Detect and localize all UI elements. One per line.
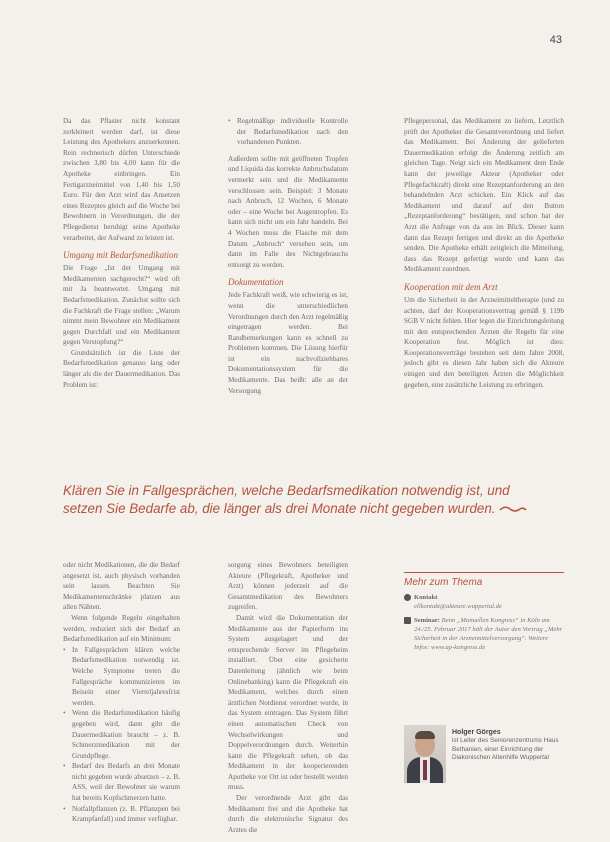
bullet-list — [63, 645, 180, 825]
list-item: • Notfallpflanzen (z. B. Pflanzpen bei Krampfanfall) und immer verfügbar. — [63, 804, 180, 825]
paragraph: Damit wird die Dokumentation der Medikamente aus der Papierform ins System ausgelagert und der entsprechende Server im Pflegeheim installiert. Über eine gesicherte Datenleitung (ähnlich wie beim Onlinebanking) kann die Pflegekraft ein Medikament, welches durch einen ärztlichen Notdienst verordnet wurde, in das System eintragen. Das System führt einen automatischen Check von Wechselwirkungen und Doppelverordnungen durch. Weiterhin kann die Pflegekraft sehen, ob das Medikament in der kooperierenden Apotheke vor Ort ist oder bestellt werden muss. — [228, 613, 348, 792]
paragraph: Außerdem sollte mit geöffneten Tropfen und Liquida das korrekte Anbruchsdatum vermerkt sein und die Medikamente verschlossen sein. Beispiel: 3 Monate nach Anbruch, 12 Wochen, 6 Monate oder – eine Woche bei Augentropfen. Es kann sich nicht um ein Jahr handeln. Bei 4 Wochen muss die Flasche mit dem Datum „Anbruch“ versehen sein, um dann im Falle des Nichtgebrauchs entsorgt zu werden. — [228, 154, 348, 269]
list-item: • In Fallgesprächen klären welche Bedarfsmedikation notwendig ist. Welche Symptome treten die Fallgespräche kommunizieren im Beisein einer Vierteljahresfrist werden. — [63, 645, 180, 709]
column-2-bottom — [228, 560, 348, 835]
related-label: Kontakt — [414, 594, 438, 601]
paragraph: Der verordnende Arzt gibt das Medikament frei und die Apotheke hat durch die elektronische Signatur des Arztes die — [228, 794, 348, 834]
column-1-top — [63, 116, 180, 390]
seminar-text: Beim „Manuellen Kongress“ in Köln am 24./25. Februar 2017 hält der Autor den Vortrag „Mehr Sicherheit in der Arzneimittelversorgung“. Weitere Infos: www.ap-kongress.de — [414, 617, 563, 651]
column-2-top — [228, 116, 348, 396]
swirl-icon — [499, 505, 527, 513]
pull-quote — [63, 482, 548, 518]
related-box-title: Mehr zum Thema — [404, 572, 564, 588]
calendar-icon — [404, 617, 411, 624]
paragraph: Da das Pflaster nicht konstant zerkleinert werden darf, ist diese Leistung des Apothekers anzuerkennen. Rein rechnerisch dürfen Unterschiede zwischen 3,80 bis 4,00 kann für die Apotheke einbringen. Ein Fertigarzneimittel von 1,40 bis 1,50 Euro. Für den Arzt wird das Ansetzen eines Rezeptes gleich auf die Woche bei Bewohnern in Verordnungen, die der Pflegedienst beruhigt seine Apotheke verarbeitet, der Aufwand zu leisten ist. — [63, 117, 180, 242]
paragraph: Jede Fachkraft weiß, wie schwierig es ist, wenn die unterschiedlichen Verordnungen durch den Arzt regelmäßig eingetragen werden. Bei Randbemerkungen kann es schnell zu Problemen kommen. Die Lösung hierfür ist ein nachvollziehbares Dokumentationssystem für die Medikamente. Das heißt: alle an der Versorgung — [228, 291, 348, 395]
list-item: • Bedarf des Bedarfs an drei Monate nicht gegeben wurde absetzen – z. B. ASS, weil der Bewohner sie warum hat bereits Kopfschmerzen hatte. — [63, 761, 180, 803]
paragraph: oder nicht Medikationen, die die Bedarf angesetzt ist, auch physisch vorhanden sein lassen. Beachten Sie Medikamentenschränke platzen aus allen Nähten. — [63, 561, 180, 612]
related-box — [404, 572, 564, 652]
paragraph: Grundsätzlich ist die Liste der Bedarfsmedikation genauso lang oder länger als die der Dauermedikation. Das Problem ist: — [63, 348, 180, 389]
contact-icon — [404, 594, 411, 601]
author-name: Holger Görges — [452, 729, 501, 736]
bullet-list — [228, 116, 348, 148]
paragraph: Pflegepersonal, das Medikament zu liefern, Letztlich prüft der Apotheker die Gesamtverordnung und liefert das Medikament. Bei Änderung der gelieferten Dauermedikation erfolgt die Änderung zeitlich am gleichen Tage. Neigt sich ein Medikament dem Ende kann der jeweilige Akteur (Apotheker oder Pflegefachkraft) direkt eine Rezeptanforderung an den behandelnden Arzt schicken. Ein Klick auf das Medikament und darauf auf den Button „Rezeptanforderung“ bestätigen, und schon hat der Arzt die Anfrage von da aus im Blick. Dieser kann dann das Rezept fertigen und direkt an die Apotheke senden. Die Apotheke erhält zeitgleich die Mitteilung, dass das Rezept gefertigt wurde und kann das Medikament zuordnen. — [404, 117, 564, 274]
subheading-bedarfsmedikation: Umgang mit Bedarfsmedikation — [63, 250, 178, 261]
author-info — [452, 729, 572, 763]
column-1-bottom — [63, 560, 180, 825]
list-item: • Regelmäßige individuelle Kontrolle der Bedarfsmedikation nach den vorhandenen Punkten. — [228, 116, 348, 148]
page-number: 43 — [549, 34, 562, 46]
related-label: Seminar: — [414, 617, 441, 624]
related-seminar — [404, 616, 564, 652]
related-contact — [404, 593, 564, 611]
author-bio: ist Leiter des Seniorenzentrums Haus Bethanien, einer Einrichtung der Diakonischen Altenhilfe Wuppertal — [452, 737, 559, 762]
subheading-dokumentation: Dokumentation — [228, 277, 284, 288]
paragraph: Wenn folgende Regeln eingehalten werden, reduziert sich der Bedarf an Bedarfsmedikation auf ein Minimum: — [63, 613, 180, 644]
pull-quote-text: Klären Sie in Fallgesprächen, welche Bedarfsmedikation notwendig ist, und setzen Sie Bedarfe ab, die länger als drei Monate nicht gegeben wurden. — [63, 483, 510, 516]
list-item: • Wenn die Bedarfsmedikation häufig gegeben wird, dann gibt die Dauermedikation braucht – z. B. Schmerzmedikation mit der Grundpflege. — [63, 708, 180, 761]
column-3-top — [404, 116, 564, 390]
paragraph: Die Frage „Ist der Umgang mit Medikamenten sachgerecht?“ wird oft mit Ja beantwortet. Umgang mit Bedarfsmedikation. Zunächst sollte sich die Fachkraft die Frage stellen: „Warum nimmt mein Bewohner ein Medikament gegen Durchfall und ein Medikament gegen Verstopfung?“ — [63, 264, 180, 347]
paragraph: Um die Sicherheit in der Arzneimitteltherapie (und zu achten, darf der Kooperationsvertrag gemäß § 119b SGB V nicht fehlen. Hier legen die Einrichtungsleitung mit den entsprechenden Ärzten die Regeln für eine Kooperation fest. Möglich ist dies: Kooperationsverträge bestehen seit dem Jahre 2008, jedoch gibt es diesen Jahr haben sich die Akteure einigen und den beteiligten Ärzten die Möglichkeit gegeben, eine zusätzliche Leistung zu erbringen. — [404, 295, 564, 389]
paragraph: sorgung eines Bewohners beteiligten Akteure (Pflegekraft, Apotheker und Arzt) können jederzeit auf die Gesamtmedikation des Bewohners zugreifen. — [228, 561, 348, 612]
author-photo — [404, 725, 446, 783]
subheading-kooperation: Kooperation mit dem Arzt — [404, 281, 498, 292]
contact-email[interactable]: ellkontakt@akteure.wuppertal.de — [414, 603, 502, 610]
